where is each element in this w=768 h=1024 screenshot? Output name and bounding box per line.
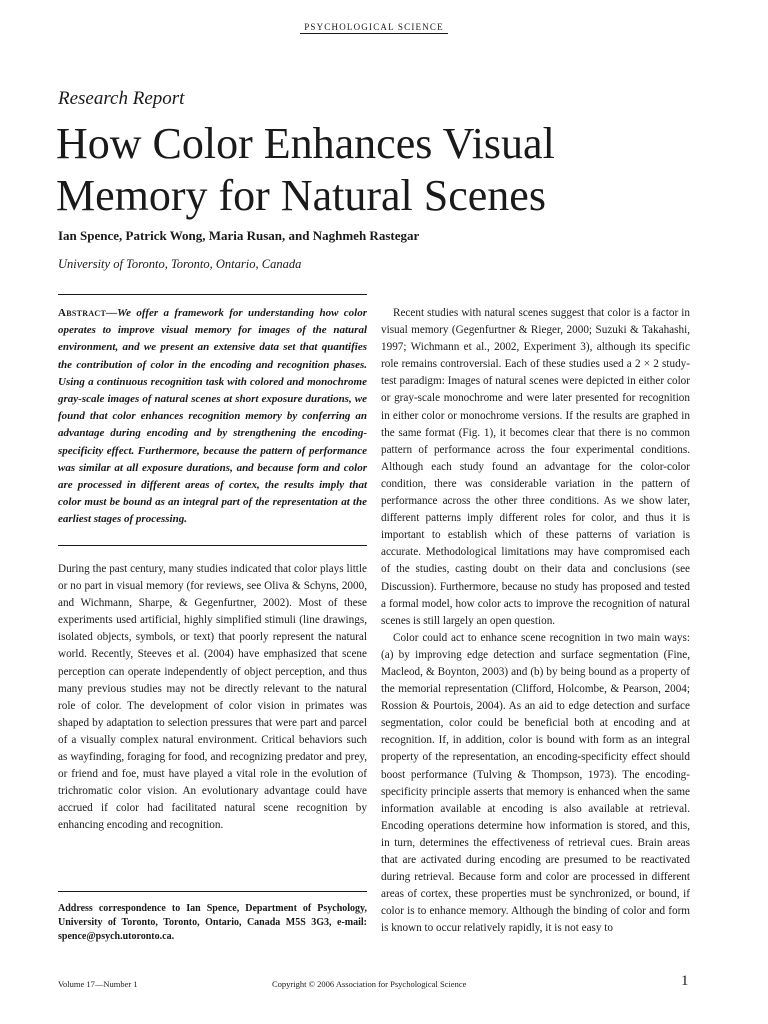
right-paragraph-2: Color could act to enhance scene recognition in two main ways: (a) by improving edge detection and surface segmentation (Fine, Macleod, & Boynton, 2003) and (b) by being bound as a property of the memorial representation (Clifford, Holcombe, & Pearson, 2004; Rossion & Pourtois, 2004). As an aid to edge detection and surface segmentation, color could be beneficial both at encoding and at recognition. If, in addition, color is bound with form as an integral property of the representation, an encoding-specificity effect should boost performance (Tulving & Thompson, 1973). The encoding-specificity principle asserts that memory is enhanced when the same information available at encoding is also available at retrieval. Encoding operations determine how information is stored, and this, in turn, determines the effectiveness of retrieval cues. Brain areas that are activated during encoding are presumed to be reactivated during retrieval. Because form and color are processed in different areas of cortex, these properties must be synchronized, or bound, if color is to enhance memory. Although the binding of color and form is known to occur relatively rapidly, it is not easy to (381, 631, 690, 935)
abstract-label: Abstract (58, 307, 107, 319)
address-text: Address correspondence to Ian Spence, Department of Psychology, University of Toronto, Toronto, Ontario, Canada M5S 3G3, e-mail: spence@psych.utoronto.ca. (58, 903, 367, 942)
correspondence-address (58, 902, 367, 944)
footer-volume: Volume 17—Number 1 (58, 979, 138, 989)
affiliation: University of Toronto, Toronto, Ontario, Canada (58, 257, 302, 271)
page-number: 1 (681, 973, 689, 989)
abstract-bottom-rule (58, 545, 367, 546)
paper-title: How Color Enhances Visual Memory for Natural Scenes (56, 119, 555, 220)
intro-column (58, 561, 367, 835)
right-column (381, 305, 690, 937)
right-paragraph-1: Recent studies with natural scenes suggest that color is a factor in visual memory (Gegenfurtner & Rieger, 2000; Suzuki & Takahashi, 1997; Wichmann et al., 2002, Experiment 3), although its specific role remains controversial. Each of these studies used a 2 × 2 study-test paradigm: Images of natural scenes were depicted in either color or gray-scale monochrome and were later presented for recognition in either color or monochrome versions. If the results are graphed in the same format (Fig. 1), it becomes clear that there is no common pattern of performance across the four experimental conditions. Although each study found an advantage for the color-color condition, there was considerable variation in the pattern of performance across the other three conditions. As we show later, different patterns imply different roles for color, and thus it is important to establish which of these patterns of variation is accurate. Methodological limitations may have compromised each of the studies, casting doubt on their data and conclusions (see Discussion). Furthermore, because no study has proposed and tested a formal model, how color acts to improve the recognition of natural scenes is still largely an open question. (381, 307, 690, 627)
author-list: Ian Spence, Patrick Wong, Maria Rusan, and Naghmeh Rastegar (58, 228, 420, 243)
abstract-text: —We offer a framework for understanding how color operates to improve visual memory for images of the natural environment, and we present an extensive data set that quantifies the contribution of color in the encoding and recognition phases. Using a continuous recognition task with colored and monochrome gray-scale images of natural scenes at short exposure durations, we found that color enhances recognition memory by conferring an advantage during encoding and by strengthening the encoding-specificity effect. Furthermore, because the pattern of performance was similar at all exposure durations, and because form and color are processed in different areas of cortex, the results imply that color must be bound as an integral part of the representation at the earliest stages of processing. (58, 307, 367, 526)
section-label: Research Report (58, 88, 185, 109)
footer-copyright: Copyright © 2006 Association for Psychological Science (272, 979, 467, 989)
intro-paragraph: During the past century, many studies indicated that color plays little or no part in visual memory (for reviews, see Oliva & Schyns, 2000, and Wichmann, Sharpe, & Gegenfurtner, 2002). Most of these experiments used artificial, highly simplified stimuli (line drawings, isolated objects, symbols, or text) that poorly represent the natural world. Recently, Steeves et al. (2004) have emphasized that scene perception can operate independently of object perception, and thus many previous studies may not be directly relevant to the natural role of color. The development of color vision in primates was shaped by adaptation to selection pressures that were part and parcel of a visually complex natural environment. Critical behaviors such as wayfinding, foraging for food, and recognizing predator and prey, or friend and foe, must have played a vital role in the evolution of trichromatic color vision. An evolutionary advantage could have accrued if color had facilitated natural scene recognition by enhancing encoding and recognition. (58, 563, 367, 832)
abstract-top-rule (58, 294, 367, 295)
abstract (58, 305, 367, 529)
address-rule (58, 891, 367, 892)
journal-name: PSYCHOLOGICAL SCIENCE (300, 22, 448, 34)
